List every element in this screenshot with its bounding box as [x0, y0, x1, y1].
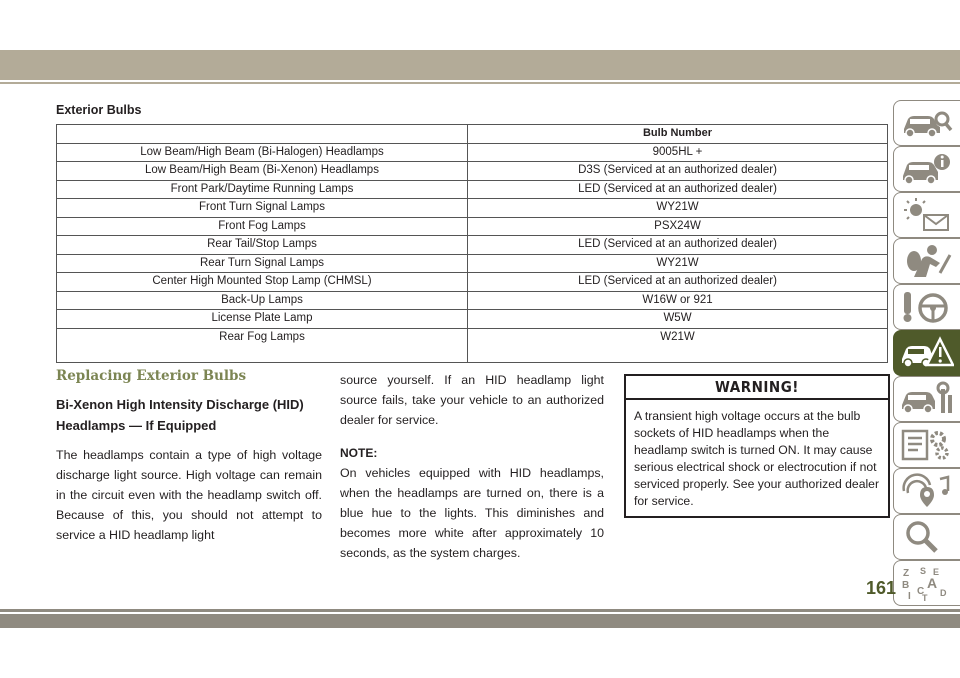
bulb-number-cell: PSX24W [468, 217, 888, 236]
bulb-number-cell: LED (Serviced at an authorized dealer) [468, 273, 888, 292]
index-letter: A [927, 575, 938, 591]
bottom-rule [0, 609, 960, 612]
airbag-person-icon [900, 243, 954, 279]
index-letter: D [940, 588, 947, 598]
lamp-cell: Back-Up Lamps [57, 291, 468, 310]
paragraph: The headlamps contain a type of high voltage discharge light source. High voltage can remain in the circuit even with the headlamp switch off. Because of this, you should not attempt to service a HID headlamp light [56, 448, 322, 542]
tab-search[interactable] [893, 514, 960, 560]
table-row [57, 162, 888, 181]
tab-car-search[interactable] [893, 100, 960, 146]
table-row [57, 143, 888, 162]
warning-lights-icon [900, 197, 954, 233]
paragraph: source yourself. If an HID headlamp light source fails, take your vehicle to an authorized dealer for service. [340, 373, 604, 427]
tab-airbag[interactable] [893, 238, 960, 284]
header-cell [57, 125, 468, 144]
table-row [57, 328, 888, 362]
text-column-2 [340, 370, 604, 563]
car-wrench-icon [900, 381, 954, 417]
lamp-cell: Rear Tail/Stop Lamps [57, 236, 468, 255]
tab-steering[interactable] [893, 284, 960, 330]
top-rule [0, 82, 960, 84]
text-column-1 [56, 368, 322, 545]
table-row [57, 180, 888, 199]
lamp-cell: Rear Turn Signal Lamps [57, 254, 468, 273]
table-row [57, 199, 888, 218]
section-title: Exterior Bulbs [56, 103, 142, 117]
bulb-number-cell: LED (Serviced at an authorized dealer) [468, 180, 888, 199]
lamp-cell: License Plate Lamp [57, 310, 468, 329]
page-number: 161 [866, 578, 897, 598]
subheading: Replacing Exterior Bulbs [56, 368, 247, 384]
index-letter: B [902, 580, 910, 591]
lamp-cell: Rear Fog Lamps [57, 328, 468, 362]
table-row [57, 254, 888, 273]
note-text: On vehicles equipped with HID headlamps, when the headlamps are turned on, there is a blue hue to the lights. This diminishes and becomes more white after approximately 10 seconds, as the system charges. [340, 466, 604, 560]
index-letter: E [933, 567, 940, 577]
car-info-icon [900, 151, 954, 187]
tab-car-service[interactable] [893, 376, 960, 422]
bulb-number-cell: W16W or 921 [468, 291, 888, 310]
tab-maintenance[interactable] [893, 422, 960, 468]
index-letter: C [917, 586, 925, 597]
lamp-cell: Center High Mounted Stop Lamp (CHMSL) [57, 273, 468, 292]
car-hazard-icon [900, 335, 954, 371]
top-band [0, 50, 960, 80]
bulb-number-cell: LED (Serviced at an authorized dealer) [468, 236, 888, 255]
lamp-cell: Low Beam/High Beam (Bi-Halogen) Headlamps [57, 143, 468, 162]
steering-wheel-icon [900, 289, 954, 325]
tab-car-info[interactable] [893, 146, 960, 192]
index-letters-icon [900, 565, 954, 601]
bold-heading: Bi-Xenon High Intensity Discharge (HID) Headlamps — If Equipped [56, 397, 304, 433]
tab-car-hazard[interactable] [893, 330, 960, 376]
table-row [57, 217, 888, 236]
index-letter: T [922, 593, 928, 601]
header-cell: Bulb Number [468, 125, 888, 144]
magnifier-icon [900, 519, 954, 555]
warning-text: A transient high voltage occurs at the bulb sockets of HID headlamps when the headlamp switch is turned ON. It may cause serious electrical shock or electrocution if not serviced properly. See your authorized dealer for service. [634, 409, 880, 508]
bulb-number-cell: WY21W [468, 254, 888, 273]
bulb-number-cell: D3S (Serviced at an authorized dealer) [468, 162, 888, 181]
lamp-cell: Front Park/Daytime Running Lamps [57, 180, 468, 199]
bulb-table [56, 124, 888, 363]
car-search-icon [900, 105, 954, 141]
multimedia-icon [900, 473, 954, 509]
index-letter: Z [903, 568, 910, 579]
note-label: NOTE: [340, 446, 378, 460]
table-row [57, 291, 888, 310]
bottom-band [0, 614, 960, 628]
bulb-number-cell: WY21W [468, 199, 888, 218]
tab-index[interactable] [893, 560, 960, 606]
checklist-gear-icon [900, 427, 954, 463]
index-letter: I [908, 591, 911, 601]
warning-box [624, 374, 890, 518]
lamp-cell: Front Fog Lamps [57, 217, 468, 236]
index-letter: S [920, 566, 927, 576]
lamp-cell: Low Beam/High Beam (Bi-Xenon) Headlamps [57, 162, 468, 181]
table-header-row [57, 125, 888, 144]
table-row [57, 310, 888, 329]
lamp-cell: Front Turn Signal Lamps [57, 199, 468, 218]
tab-multimedia[interactable] [893, 468, 960, 514]
bulb-number-cell: W5W [468, 310, 888, 329]
bulb-number-cell: W21W [468, 328, 888, 362]
warning-title: WARNING! [626, 376, 888, 400]
bulb-number-cell: 9005HL + [468, 143, 888, 162]
tab-warning-lights[interactable] [893, 192, 960, 238]
table-row [57, 273, 888, 292]
table-row [57, 236, 888, 255]
